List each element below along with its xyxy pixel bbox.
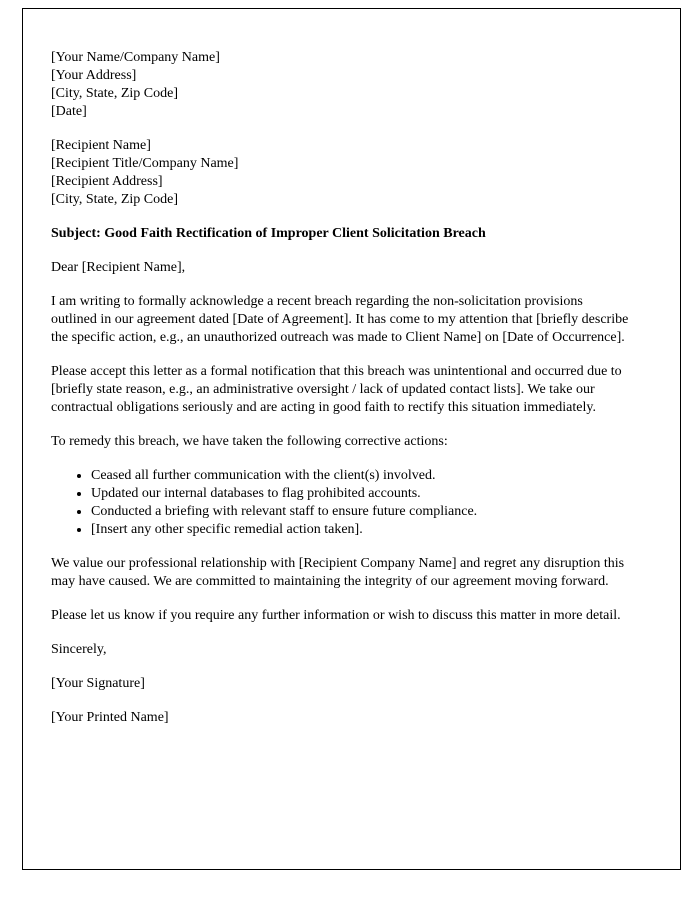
list-item-ceased-communication: • Ceased all further communication with the client(s) involved. (91, 467, 630, 485)
recipient-city-line: [City, State, Zip Code] (51, 192, 179, 207)
corrective-actions-list (51, 467, 630, 539)
recipient-address-line: [Recipient Address] (51, 174, 163, 189)
list-item-staff-briefing: • Conducted a briefing with relevant staff to ensure future compliance. (91, 503, 630, 521)
sender-city-line: [City, State, Zip Code] (51, 86, 179, 101)
paragraph-notification: Please accept this letter as a formal notification that this breach was unintentional and occurred due to [briefly state reason, e.g., an administrative oversight / lack of updated contact lists]. We take our contractual obligations seriously and are acting in good faith to rectify this situation immediately. (51, 364, 622, 415)
sender-address-line: [Your Address] (51, 68, 137, 83)
closing: Sincerely, (51, 642, 107, 657)
printed-name-placeholder: [Your Printed Name] (51, 710, 169, 725)
recipient-address-block (51, 137, 630, 209)
recipient-title-line: [Recipient Title/Company Name] (51, 156, 239, 171)
salutation: Dear [Recipient Name], (51, 260, 186, 275)
sender-name-line: [Your Name/Company Name] (51, 50, 220, 65)
signature-placeholder: [Your Signature] (51, 676, 145, 691)
paragraph-acknowledgement: I am writing to formally acknowledge a recent breach regarding the non-solicitation provisions outlined in our agreement dated [Date of Agreement]. It has come to my attention that [briefly describe the specific action, e.g., an unauthorized outreach was made to Client Name] on [Date of Occurrence]. (51, 294, 629, 345)
paragraph-relationship-value: We value our professional relationship with [Recipient Company Name] and regret any disruption this may have caused. We are committed to maintaining the integrity of our agreement moving forward. (51, 556, 625, 589)
paragraph-remedy-intro: To remedy this breach, we have taken the following corrective actions: (51, 434, 448, 449)
list-item-updated-databases: • Updated our internal databases to flag prohibited accounts. (91, 485, 630, 503)
sender-address-block (51, 49, 630, 121)
list-item-other-action: • [Insert any other specific remedial action taken]. (91, 521, 630, 539)
date-line: [Date] (51, 104, 87, 119)
letter-document (22, 8, 681, 870)
recipient-name-line: [Recipient Name] (51, 138, 151, 153)
paragraph-further-information: Please let us know if you require any further information or wish to discuss this matter in more detail. (51, 608, 621, 623)
subject-line: Subject: Good Faith Rectification of Improper Client Solicitation Breach (51, 226, 486, 241)
